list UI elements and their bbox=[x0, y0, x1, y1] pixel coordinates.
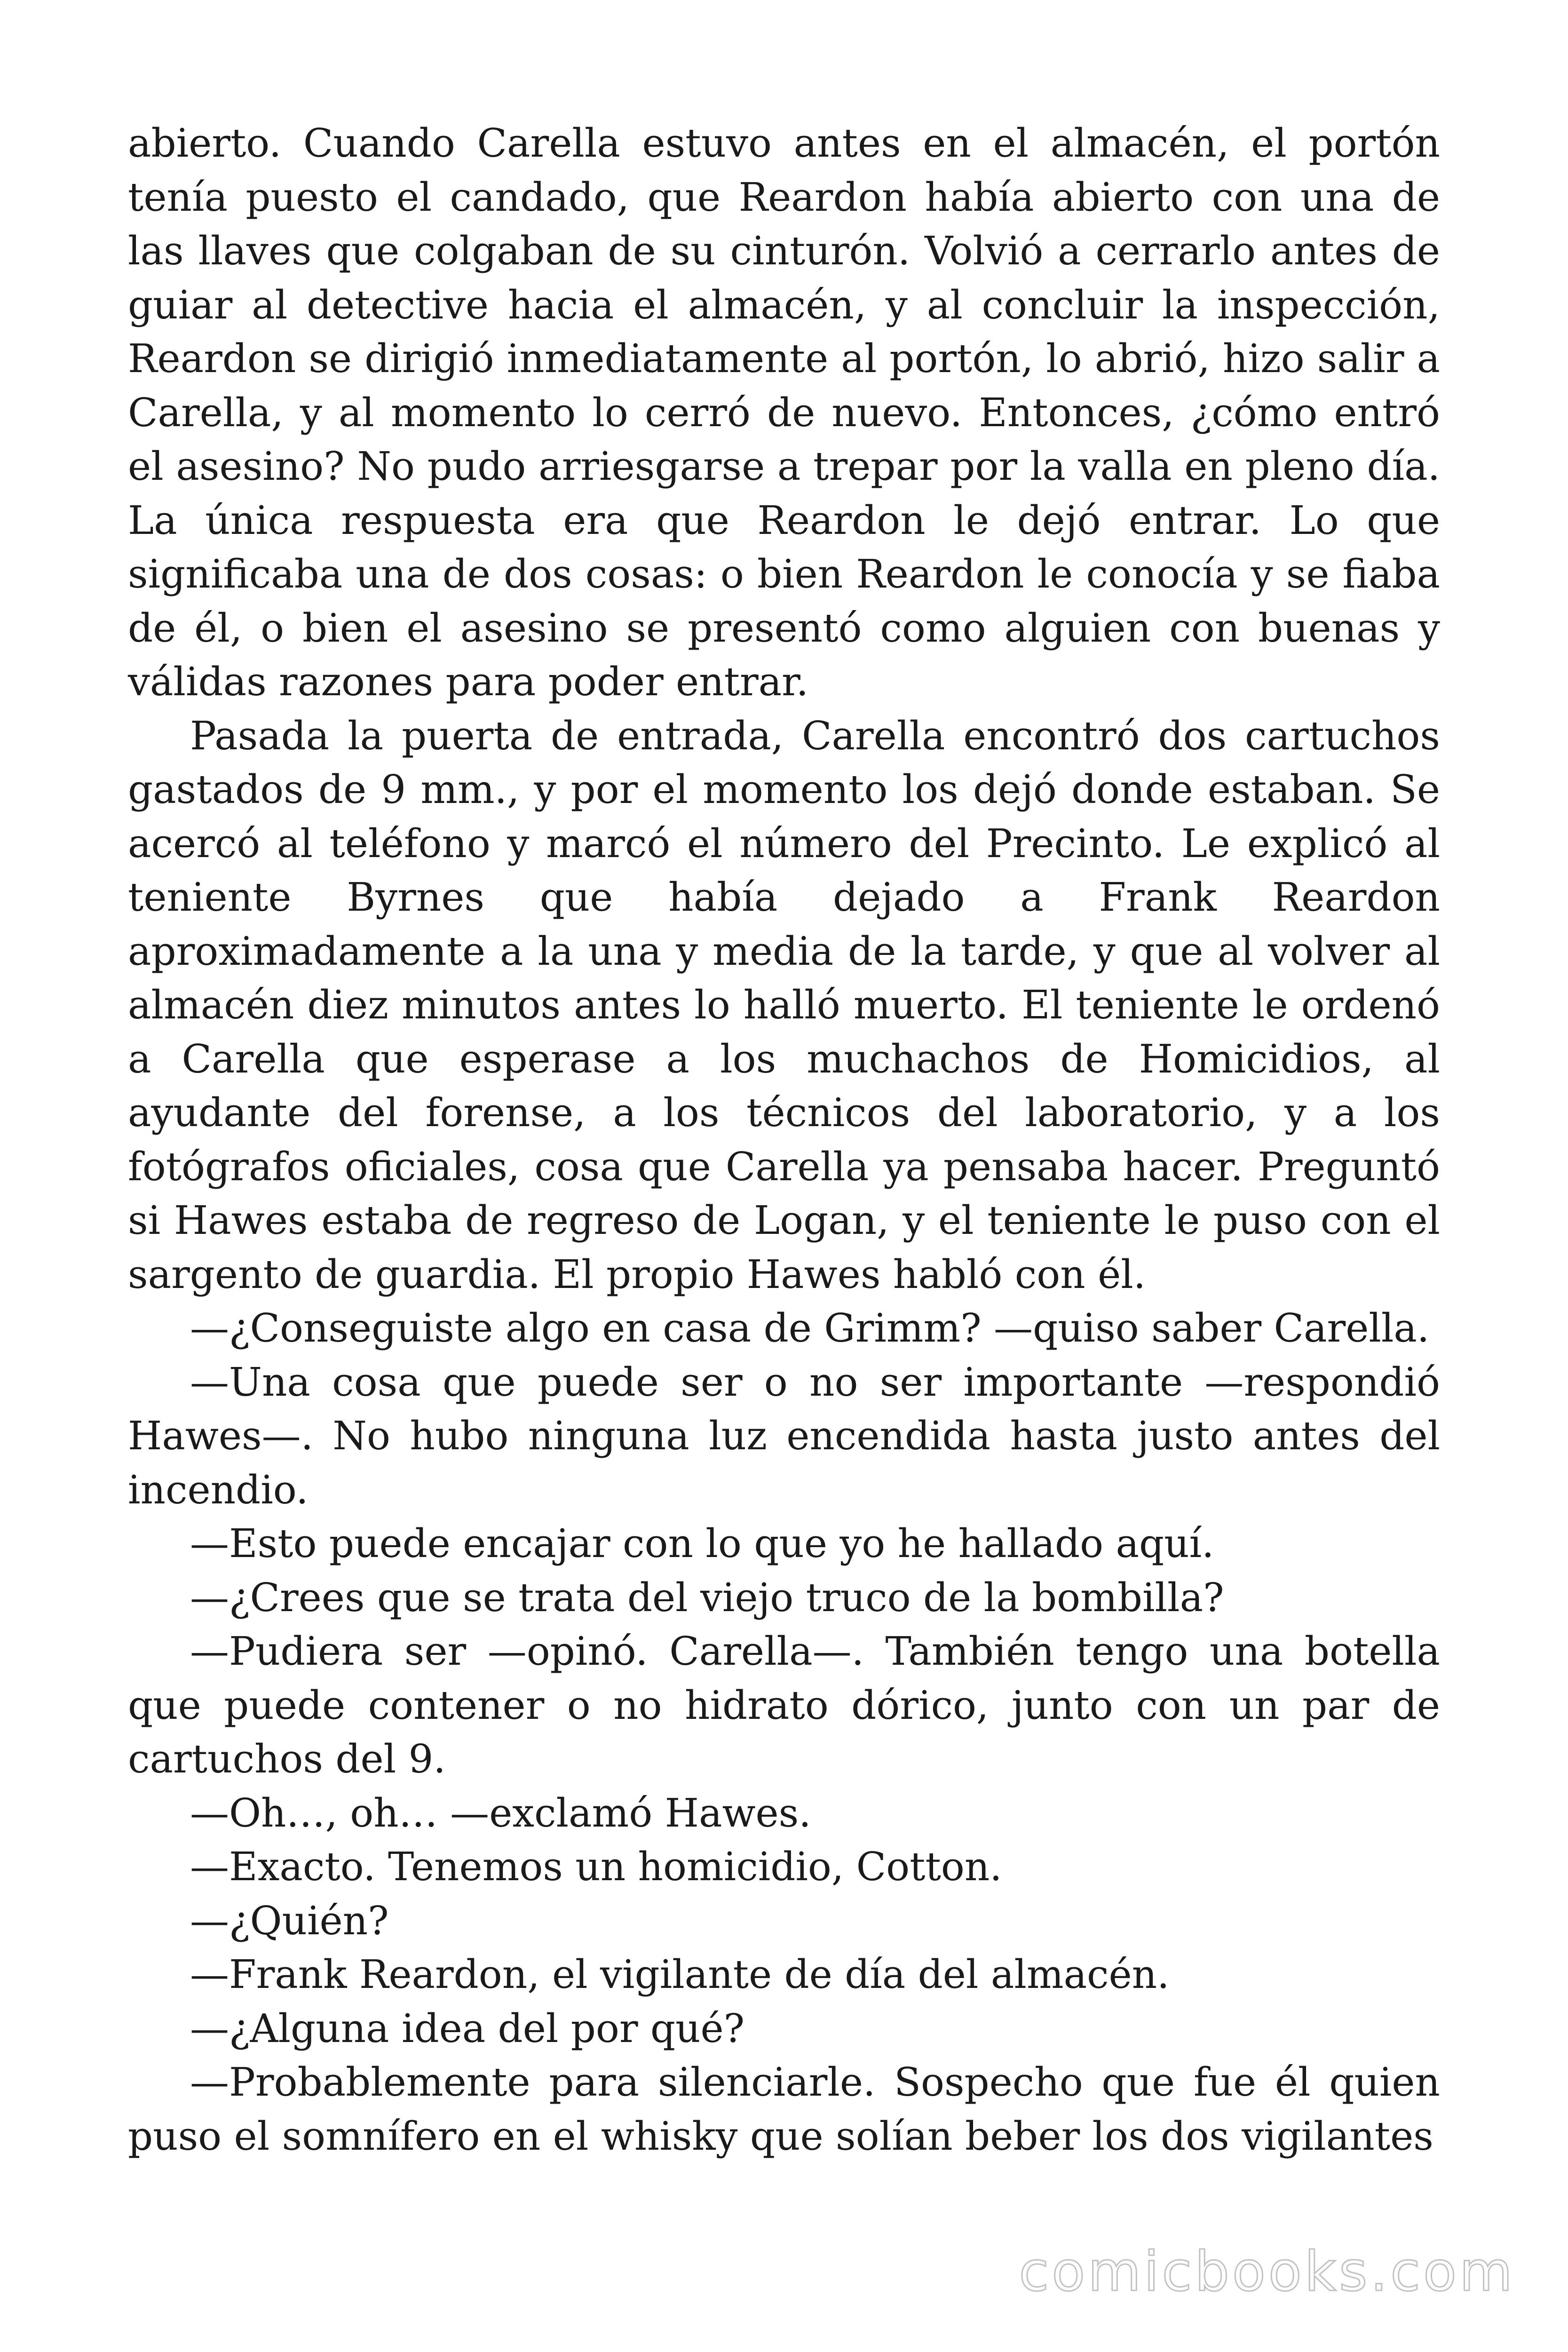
dialogue-line: —Frank Reardon, el vigilante de día del almacén. bbox=[190, 1952, 1170, 1997]
dialogue-line: —Oh…, oh… —exclamó Hawes. bbox=[190, 1790, 811, 1836]
dialogue-line: —Pudiera ser —opinó. Carella—. También tengo una botella que puede contener o no hidrato dórico, junto con un par de cartuchos del 9. bbox=[128, 1629, 1440, 1782]
paragraph: abierto. Cuando Carella estuvo antes en el almacén, el portón tenía puesto el candado, que Reardon había abierto con una de las llaves que colgaban de su cinturón. Volvió a cerrarlo antes de guiar al detective hacia el almacén, y al concluir la inspección, Reardon se dirigió inmediatamente al portón, lo abrió, hizo salir a Carella, y al momento lo cerró de nuevo. Entonces, ¿cómo entró el asesino? No pudo arriesgarse a trepar por la valla en pleno día. La única respuesta era que Reardon le dejó entrar. Lo que significaba una de dos cosas: o bien Reardon le conocía y se fiaba de él, o bien el asesino se presentó como alguien con buenas y válidas razones para poder entrar. bbox=[128, 120, 1440, 705]
paragraph: Pasada la puerta de entrada, Carella encontró dos cartuchos gastados de 9 mm., y por el momento los dejó donde estaban. Se acercó al teléfono y marcó el número del Precinto. Le explicó al teniente Byrnes que había dejado a Frank Reardon aproximadamente a la una y media de la tarde, y que al volver al almacén diez minutos antes lo halló muerto. El teniente le ordenó a Carella que esperase a los muchachos de Homicidios, al ayudante del forense, a los técnicos del laboratorio, y a los fotógrafos oficiales, cosa que Carella ya pensaba hacer. Preguntó si Hawes estaba de regreso de Logan, y el teniente le puso con el sargento de guardia. El propio Hawes habló con él. bbox=[128, 713, 1440, 1297]
watermark: comicbooks.com bbox=[1019, 2240, 1515, 2304]
page-body bbox=[128, 117, 1440, 2163]
dialogue-line: —Una cosa que puede ser o no ser importante —respondió Hawes—. No hubo ninguna luz encendida hasta justo antes del incendio. bbox=[128, 1359, 1440, 1513]
dialogue-line: —¿Conseguiste algo en casa de Grimm? —quiso saber Carella. bbox=[190, 1305, 1430, 1351]
dialogue-line: —¿Alguna idea del por qué? bbox=[190, 2005, 745, 2051]
dialogue-line: —¿Crees que se trata del viejo truco de la bombilla? bbox=[190, 1574, 1224, 1621]
dialogue-line: —¿Quién? bbox=[190, 1898, 389, 1944]
dialogue-line: —Probablemente para silenciarle. Sospecho que fue él quien puso el somnífero en el whisky que solían beber los dos vigilantes bbox=[128, 2059, 1440, 2159]
dialogue-line: —Exacto. Tenemos un homicidio, Cotton. bbox=[190, 1844, 1002, 1890]
dialogue-line: —Esto puede encajar con lo que yo he hallado aquí. bbox=[190, 1521, 1214, 1566]
